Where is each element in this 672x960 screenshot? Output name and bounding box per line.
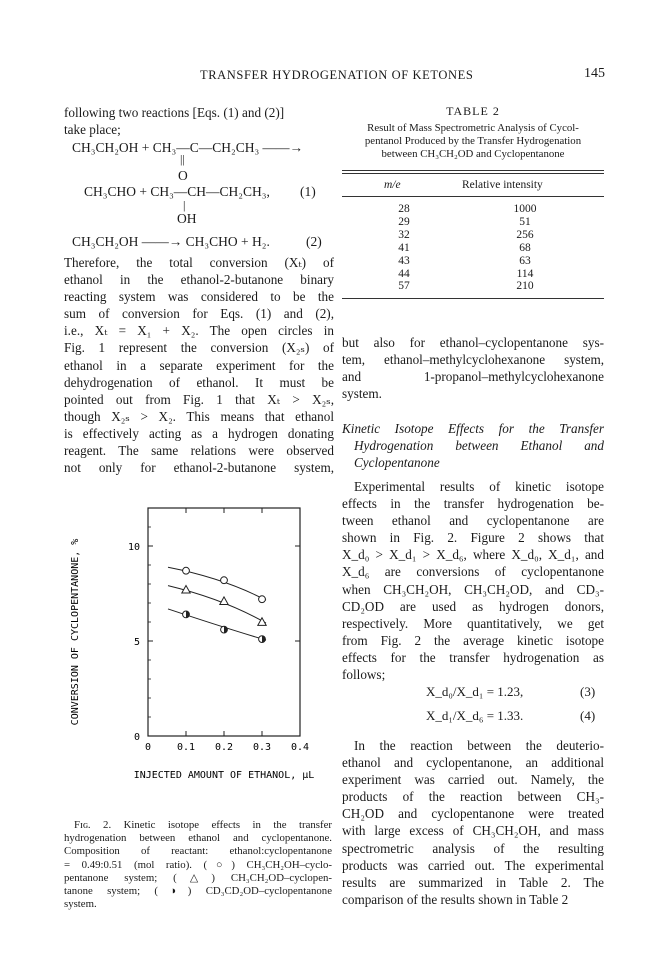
equation-1-number: (1) <box>300 184 316 199</box>
text-line: tem, ethanol–methylcyclohexanone system, <box>342 352 604 368</box>
text-line: from Fig. 2 the average kinetic isotope <box>342 632 604 648</box>
x-tick-label: 0.4 <box>290 742 310 753</box>
table-row <box>342 242 604 255</box>
table-header-rule <box>342 196 604 197</box>
table-cell-me: 29 <box>398 215 410 228</box>
equation-2: CH₃CH₂OH ——→ CH₃CHO + H₂. <box>72 234 270 249</box>
table-row <box>342 268 604 281</box>
y-tick-label: 0 <box>133 732 140 743</box>
table-row <box>342 203 604 216</box>
text-line: dehydrogenation of ethanol. It must be <box>64 374 334 390</box>
caption-line: Result of Mass Spectrometric Analysis of Cycol- <box>367 122 579 134</box>
text-line: products was carried out. The experimental <box>342 857 604 873</box>
equation-3: X_d₀/X_d₁ = 1.23, <box>426 684 524 699</box>
heading-line: Kinetic Isotope Effects for the Transfer <box>342 421 604 436</box>
double-bond-mark: || <box>180 152 185 166</box>
caption-line: hydrogenation between ethanol and cyclopentanone. <box>64 832 332 845</box>
x-axis-label: INJECTED AMOUNT OF ETHANOL, μL <box>133 770 315 781</box>
text-line: take place; <box>64 122 121 138</box>
table-header-me: m/e <box>384 179 401 191</box>
text-line: reagent. The same relations were observed <box>64 443 334 459</box>
table-cell-me: 28 <box>398 203 410 215</box>
table-cell-intensity: 256 <box>516 228 534 241</box>
caption-line: tanone system; (◑) CD₃CD₂OD–cyclopentanone <box>64 885 332 898</box>
table-cell-me: 44 <box>398 267 410 280</box>
table-cell-me: 43 <box>398 254 410 267</box>
equation-4: X_d₁/X_d₆ = 1.33. <box>426 708 524 723</box>
data-point-circle <box>259 596 266 603</box>
table-top-rule <box>342 170 604 171</box>
table-cell-intensity: 114 <box>516 267 534 280</box>
text-line: Fig. 1 represent the conversion (X₂ₛ) of <box>64 340 334 356</box>
text-line: with large excess of CH₃CH₂OH, and mass <box>342 823 604 839</box>
text-line: CD₂OD are used as hydrogen donors, <box>342 598 604 614</box>
text-line: sum of conversion for Eqs. (1) and (2), <box>64 306 334 322</box>
text-line: though X₂ₛ > X₂. This means that ethanol <box>64 408 334 424</box>
x-tick-label: 0 <box>144 742 152 753</box>
text-line: Therefore, the total conversion (Xₜ) of <box>64 255 334 270</box>
right-paragraph-1 <box>342 478 604 683</box>
text-line: CH₂OD and cyclopentanone were treated <box>342 806 604 822</box>
figure-2-caption <box>64 819 332 911</box>
table-row <box>342 216 604 229</box>
text-line: comparison of the results shown in Table 2 <box>342 891 569 907</box>
text-line: ethanol and cyclopentanone, an additional <box>342 755 604 771</box>
intro-text <box>64 104 334 138</box>
text-line: i.e., Xₜ = X₁ + X₂. The open circles in <box>64 323 334 339</box>
page-number: 145 <box>584 66 605 81</box>
text-line: experiment was carried out. Namely, the <box>342 772 604 788</box>
equation-1-line-1: CH₃CH₂OH + CH₃—C—CH₂CH₃ ——→ <box>72 140 304 155</box>
caption-line: system. <box>64 898 97 911</box>
table-caption <box>342 122 604 162</box>
section-heading <box>342 420 604 471</box>
text-line: but also for ethanol–cyclopentanone sys- <box>342 335 604 350</box>
table-cell-intensity: 63 <box>519 254 531 267</box>
text-line: system. <box>342 386 382 402</box>
caption-line: = 0.49:0.51 (mol ratio). (○) CH₃CH₂OH–cyclo- <box>64 858 332 871</box>
caption-line: Composition of reactant: ethanol:cyclopentanone <box>64 845 332 858</box>
caption-line: pentanone system; (△) CH₃CH₂OD–cyclopen- <box>64 871 332 884</box>
text-line: effects in the transfer hydrogenation be- <box>342 496 604 512</box>
table-cell-me: 57 <box>398 280 410 293</box>
equation-1-oxygen: O <box>178 168 188 183</box>
y-tick-label: 10 <box>127 542 140 553</box>
table-row <box>342 255 604 268</box>
table-cell-intensity: 210 <box>516 280 534 293</box>
text-line: ethanol in the ethanol-2-butanone binary <box>64 272 334 288</box>
text-line: spectrometric analysis of the resulting <box>342 840 604 856</box>
table-cell-me: 41 <box>398 241 410 254</box>
text-line: products of the reaction between CH₃- <box>342 789 604 805</box>
text-line: results are summarized in Table 2. The <box>342 874 604 890</box>
table-cell-me: 32 <box>398 228 410 241</box>
caption-line: pentanol Produced by the Transfer Hydrogenation <box>364 135 582 148</box>
right-continuation <box>342 334 604 402</box>
text-line: not only for ethanol-2-butanone system, <box>64 460 334 476</box>
text-line: and 1-propanol–methylcyclohexanone <box>342 369 604 385</box>
table-top-rule-2 <box>342 173 604 174</box>
data-point-triangle <box>220 597 228 605</box>
equation-3-number: (3) <box>580 684 596 699</box>
text-line: Experimental results of kinetic isotope <box>354 479 604 494</box>
data-point-circle <box>183 567 190 574</box>
table-header-intensity: Relative intensity <box>462 179 543 191</box>
figure-2-chart <box>60 500 340 800</box>
text-line: In the reaction between the deuterio- <box>354 738 604 753</box>
text-line: respectively. More quantitatively, we get <box>342 615 604 631</box>
text-line: is effectively acting as a hydrogen donating <box>64 425 334 441</box>
table-cell-intensity: 51 <box>519 215 531 228</box>
y-tick-label: 5 <box>133 637 140 648</box>
table-row <box>342 229 604 242</box>
heading-line: Hydrogenation between Ethanol and <box>354 438 604 454</box>
data-point-circle <box>221 577 228 584</box>
table-bottom-rule <box>342 298 604 299</box>
table-label: TABLE 2 <box>446 104 500 118</box>
left-paragraph <box>64 254 334 476</box>
mass-spec-table <box>342 203 604 293</box>
table-row <box>342 280 604 293</box>
text-line: following two reactions [Eqs. (1) and (2)] <box>64 105 285 120</box>
plot-frame <box>148 508 300 736</box>
heading-line: Cyclopentanone <box>354 455 440 471</box>
text-line: shown in Fig. 2. Figure 2 shows that <box>342 530 604 546</box>
text-line: tween ethanol and cyclopentanone are <box>342 513 604 529</box>
equation-1-hydroxyl: OH <box>177 211 197 226</box>
text-line: pointed out from Fig. 1 that Xₜ > X₂ₛ, <box>64 391 334 407</box>
right-paragraph-2 <box>342 737 604 908</box>
equation-1-line-2: CH₃CHO + CH₃—CH—CH₂CH₃, <box>84 184 270 199</box>
text-line: X_d₀ > X_d₁ > X_d₆, where X_d₀, X_d₁, and <box>342 547 604 563</box>
table-cell-intensity: 1000 <box>513 203 537 215</box>
x-tick-label: 0.1 <box>176 742 196 753</box>
text-line: X_d₆ are conversions of cyclopentanone <box>342 564 604 580</box>
y-axis-label: CONVERSION OF CYCLOPENTANONE, % <box>70 538 81 726</box>
text-line: follows; <box>342 667 386 683</box>
x-tick-label: 0.2 <box>214 742 234 753</box>
running-title: TRANSFER HYDROGENATION OF KETONES <box>200 68 474 82</box>
equation-4-number: (4) <box>580 708 596 723</box>
caption-line: between CH₃CH₂OD and Cyclopentanone <box>381 148 565 161</box>
caption-line: Fɪɢ. 2. Kinetic isotope effects in the transfer <box>74 819 332 831</box>
single-bond-mark: | <box>183 198 186 212</box>
table-cell-intensity: 68 <box>519 241 531 254</box>
text-line: when CH₃CH₂OH, CH₃CH₂OD, and CD₃- <box>342 581 604 597</box>
x-tick-label: 0.3 <box>252 742 272 753</box>
equation-2-number: (2) <box>306 234 322 249</box>
text-line: effects for the transfer hydrogenation as <box>342 649 604 665</box>
text-line: ethanol in a separate experiment for the <box>64 357 334 373</box>
text-line: reacting system was considered to be the <box>64 289 334 305</box>
